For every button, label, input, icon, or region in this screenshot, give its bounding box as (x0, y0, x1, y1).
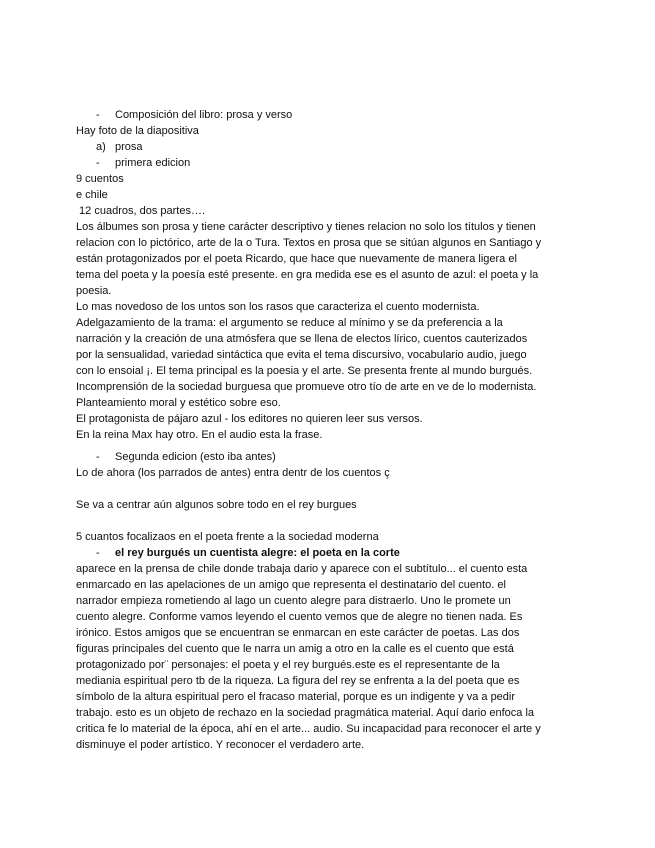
paragraph-line: cuento alegre. Conforme vamos leyendo el cuento vemos que de alegre no tienen nada. Es (76, 611, 523, 623)
paragraph-line: con lo ensoial ¡. El tema principal es la poesia y el arte. Se presenta frente al mundo burgués. (76, 365, 533, 377)
paragraph-line: narración y la creación de una atmósfera que se llena de electos lírico, cuentos cauterizados (76, 333, 528, 345)
list-item-prosa (96, 139, 616, 155)
paragraph-line: Planteamiento moral y estético sobre eso. (76, 397, 281, 409)
line-lo-de-ahora (76, 465, 596, 481)
list-text: prosa (115, 141, 143, 153)
bullet-item-rey-burgues (96, 545, 616, 561)
paragraph-line: poesia. (76, 285, 112, 297)
paragraph-line: Lo mas novedoso de los untos son los rasos que caracteriza el cuento modernista. (76, 301, 480, 313)
bullet-item-composicion (96, 107, 616, 123)
paragraph-line: símbolo de la altura espiritual pero el fracaso material, porque es un indigente y va a pedir (76, 691, 516, 703)
paragraph-albumes (76, 219, 596, 443)
paragraph-line: relacion con lo pictórico, arte de la o Tura. Textos en prosa que se sitúan algunos en Santiago y (76, 237, 542, 249)
list-marker: a) (96, 141, 106, 153)
paragraph-line: El protagonista de pájaro azul - los editores no quieren leer sus versos. (76, 413, 423, 425)
paragraph-line: irónico. Estos amigos que se encuentran se enmarcan en este carácter de poetas. Las dos (76, 627, 520, 639)
text-line: Se va a centrar aún algunos sobre todo en el rey burgues (76, 499, 357, 511)
lines-cuentos (76, 171, 596, 219)
paragraph-rey-burgues (76, 561, 596, 753)
paragraph-line: están protagonizados por el poeta Ricardo, que hace que nuevamente de manera ligera el (76, 253, 517, 265)
paragraph-line: Incomprensión de la sociedad burguesa que promueve otro tío de arte en ve de lo modernista. (76, 381, 537, 393)
paragraph-line: protagonizado por¨ personajes: el poeta y el rey burgués.este es el representante de la (76, 659, 500, 671)
paragraph-line: Los álbumes son prosa y tiene carácter descriptivo y tienes relacion no solo los títulos y tienen (76, 221, 536, 233)
text-line-e-chile: e chile (76, 189, 108, 201)
list-item-primera-edicion (96, 155, 616, 171)
bullet-marker: - (96, 547, 100, 559)
bullet-text: Composición del libro: prosa y verso (115, 109, 293, 121)
paragraph-line: critica fe lo material de la época, ahí en el arte... audio. Su incapacidad para reconocer el arte y (76, 723, 541, 735)
line-5-cuentos (76, 529, 596, 545)
text-line-9-cuentos: 9 cuentos (76, 173, 124, 185)
paragraph-line: aparece en la prensa de chile donde trabaja dario y aparece con el subtítulo... el cuento esta (76, 563, 528, 575)
bullet-text: Segunda edicion (esto iba antes) (115, 451, 276, 463)
paragraph-line: enmarcado en las apelaciones de un amigo que representa el destinatario del cuento. el (76, 579, 506, 591)
list-text: primera edicion (115, 157, 191, 169)
bullet-item-segunda-edicion (96, 449, 616, 465)
line-se-va (76, 497, 596, 513)
bullet-marker: - (96, 451, 100, 463)
bullet-marker: - (96, 109, 100, 121)
paragraph-line: Adelgazamiento de la trama: el argumento se reduce al mínimo y se da preferencia a la (76, 317, 503, 329)
paragraph-line: En la reina Max hay otro. En el audio esta la frase. (76, 429, 323, 441)
text-line: Hay foto de la diapositiva (76, 125, 199, 137)
text-line-12-cuadros: 12 cuadros, dos partes…. (76, 205, 206, 217)
line-hay-foto (76, 123, 596, 139)
text-line: Lo de ahora (los parrados de antes) entra dentr de los cuentos ç (76, 467, 390, 479)
paragraph-line: trabajo. esto es un objeto de rechazo en la sociedad pragmática material. Aquí dario enfoca la (76, 707, 535, 719)
paragraph-line: disminuye el poder artístico. Y reconocer el verdadero arte. (76, 739, 365, 751)
paragraph-line: narrador empieza rometiendo al lago un cuento alegre para distraerlo. Uno le promete un (76, 595, 511, 607)
paragraph-line: tema del poeta y la poesía esté presente. en gra medida ese es el asunto de azul: el poeta y la (76, 269, 539, 281)
text-line: 5 cuantos focalizaos en el poeta frente a la sociedad moderna (76, 531, 379, 543)
list-marker: - (96, 157, 100, 169)
paragraph-line: figuras principales del cuento que le narra un amig a otro en la calle es el cuento que está (76, 643, 514, 655)
bullet-text: el rey burgués un cuentista alegre: el poeta en la corte (115, 547, 400, 559)
paragraph-line: por la sensualidad, variedad sintáctica que evita el tema discursivo, vocabulario audio, juego (76, 349, 527, 361)
paragraph-line: mediania espiritual pero tb de la riqueza. La figura del rey se enfrenta a la del poeta que es (76, 675, 520, 687)
